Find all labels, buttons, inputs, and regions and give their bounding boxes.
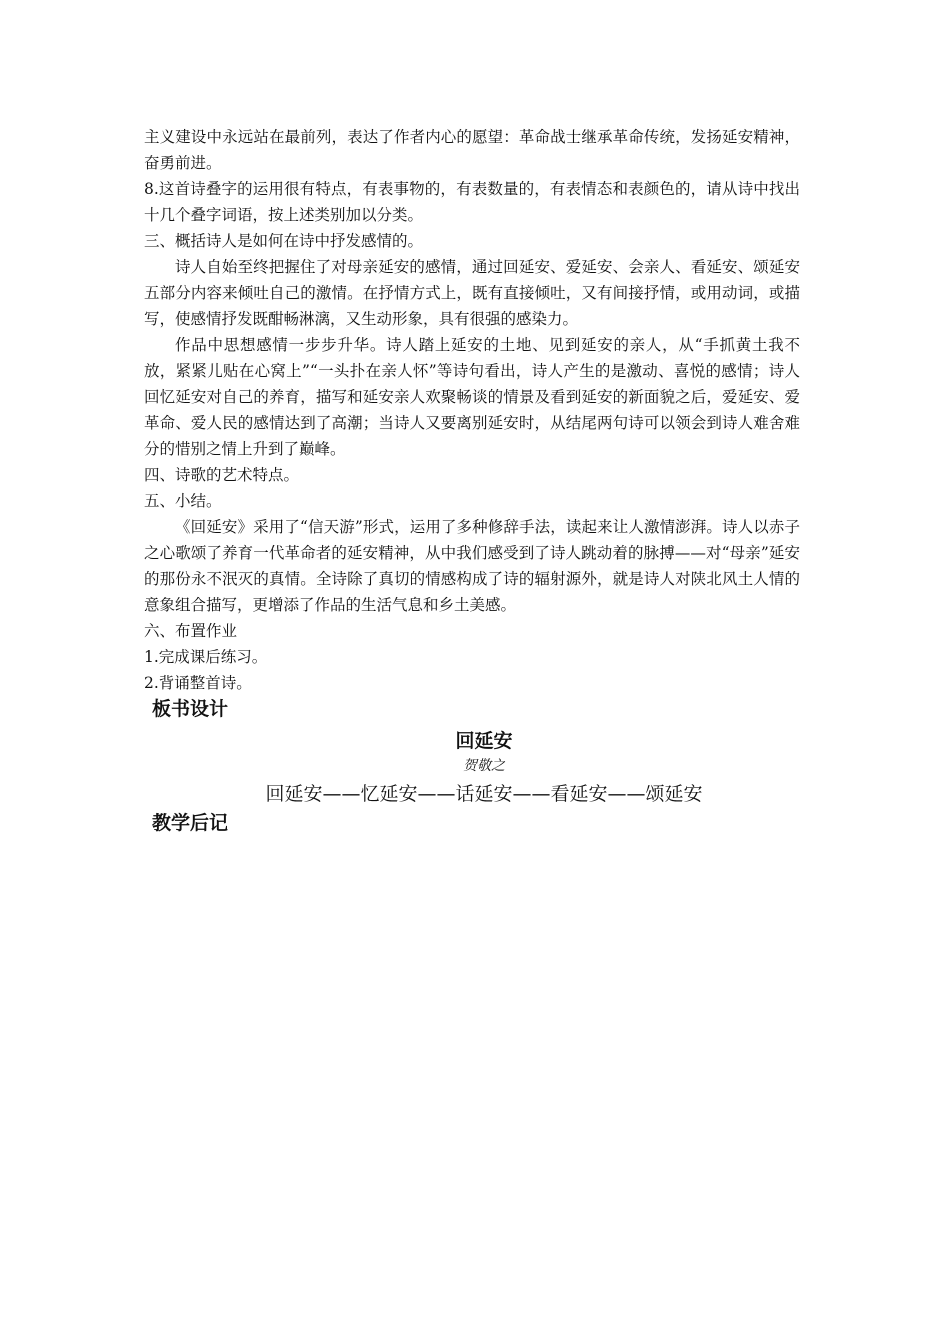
teaching-notes-heading: 教学后记 bbox=[152, 812, 229, 834]
paragraph-summary: 《回延安》采用了“信天游”形式，运用了多种修辞手法，读起来让人激情澎湃。诗人以赤子之心歌颂了养育一代革命者的延安精神，从中我们感受到了诗人跳动着的脉搏——对“母亲”延安的那份永不泯灭的真情。全诗除了真切的情感构成了诗的辐射源外，就是诗人对陕北风土人情的意象组合描写，更增添了作品的生活气息和乡土美感。 bbox=[144, 518, 800, 614]
section-heading-5: 五、小结。 bbox=[144, 492, 222, 510]
section-heading-3: 三、概括诗人是如何在诗中抒发感情的。 bbox=[144, 232, 424, 250]
paragraph-continuation: 主义建设中永远站在最前列，表达了作者内心的愿望：革命战士继承革命传统，发扬延安精神，奋勇前进。 bbox=[144, 128, 800, 172]
homework-item-1: 1.完成课后练习。 bbox=[144, 648, 268, 666]
paragraph-emotion-expression: 诗人自始至终把握住了对母亲延安的感情，通过回延安、爱延安、会亲人、看延安、颂延安五部分内容来倾吐自己的激情。在抒情方式上，既有直接倾吐，又有间接抒情，或用动词，或描写，使感情抒发既酣畅淋漓，又生动形象，具有很强的感染力。 bbox=[144, 258, 800, 328]
section-heading-6: 六、布置作业 bbox=[144, 622, 238, 640]
document-body bbox=[144, 124, 800, 836]
board-poem-author: 贺敬之 bbox=[463, 758, 505, 774]
homework-item-2: 2.背诵整首诗。 bbox=[144, 674, 252, 692]
board-poem-title: 回延安 bbox=[455, 730, 513, 752]
section-heading-4: 四、诗歌的艺术特点。 bbox=[144, 466, 300, 484]
paragraph-emotion-sublimation: 作品中思想感情一步步升华。诗人踏上延安的土地、见到延安的亲人，从“手抓黄土我不放，紧紧儿贴在心窝上”“一头扑在亲人怀”等诗句看出，诗人产生的是激动、喜悦的感情；诗人回忆延安对自己的养育，描写和延安亲人欢聚畅谈的情景及看到延安的新面貌之后，爱延安、爱革命、爱人民的感情达到了高潮；当诗人又要离别延安时，从结尾两句诗可以领会到诗人难舍难分的惜别之情上升到了巅峰。 bbox=[144, 336, 800, 458]
board-design-heading: 板书设计 bbox=[152, 698, 229, 720]
board-structure-flow: 回延安——忆延安——话延安——看延安——颂延安 bbox=[265, 783, 703, 805]
paragraph-question-8: 8.这首诗叠字的运用很有特点，有表事物的，有表数量的，有表情态和表颜色的，请从诗中找出十几个叠字词语，按上述类别加以分类。 bbox=[144, 180, 800, 224]
